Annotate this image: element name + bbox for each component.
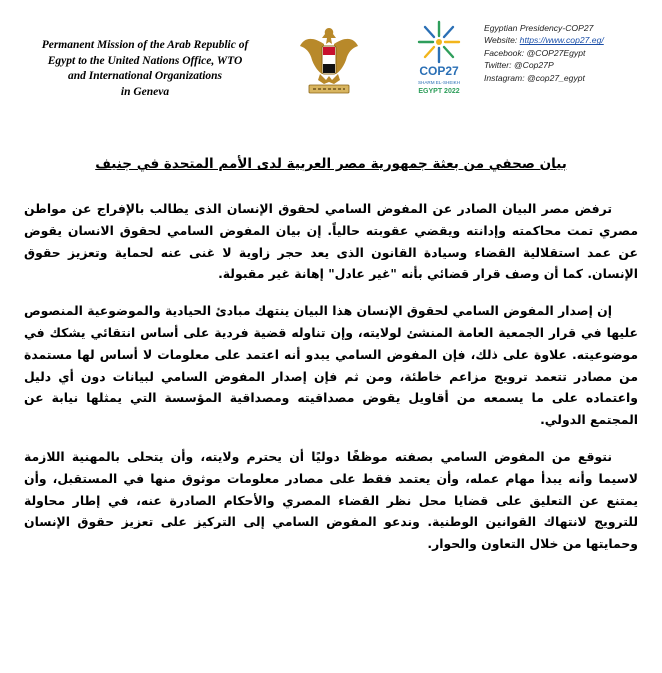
- mission-line: Permanent Mission of the Arab Republic of: [41, 39, 249, 51]
- mission-line: Egypt to the United Nations Office, WTO: [47, 54, 243, 67]
- website-row: [484, 34, 660, 46]
- mission-line: in Geneva: [120, 85, 170, 98]
- website-label: Website:: [484, 35, 518, 46]
- cop27-logo-icon: [410, 18, 468, 98]
- cop-logo-title: COP27: [419, 64, 459, 78]
- cop-logo-year: EGYPT 2022: [418, 88, 460, 95]
- contact-info: [484, 22, 660, 84]
- presidency-label: Egyptian Presidency-COP27: [484, 23, 594, 33]
- body-paragraph: ترفض مصر البيان الصادر عن المفوض السامي لحقوق الإنسان الذى يطالب بالإفراج عن مواطن مصري تمت محاكمته وإدانته ويقضي عقوبته حالياً. إن بيان المفوض السامي لحقوق الانسان يقوض عن عمد استقلالية القضاء وسيادة القانون الذى يعد حجر زاوية لا غنى عنه لحماية وتعزيز حقوق الإنسان. كما أن وصف قرار قضائي بأنه "غير عادل" إهانة غير مقبولة.: [24, 201, 638, 282]
- mission-line: and International Organizations: [67, 70, 223, 82]
- website-link[interactable]: https://www.cop27.eg/: [519, 35, 604, 46]
- cop-logo-location: SHARM EL-SHEIKH: [417, 80, 461, 85]
- egypt-eagle-emblem-icon: [298, 22, 360, 100]
- mission-name: [14, 38, 276, 100]
- press-release-title: بيان صحفي من بعثة جمهورية مصر العربية لدى الأمم المتحدة في جنيف: [95, 156, 567, 172]
- press-release-body: [24, 198, 638, 570]
- facebook-handle: Facebook: @COP27Egypt: [484, 47, 586, 58]
- body-paragraph: نتوقع من المفوض السامي بصفته موظفًا دوليًا أن يحترم ولايته، وأن يتحلى بالمهنية اللازمة لاسيما وأنه يبدأ مهام عمله، وأن يعتمد فقط على مصادر معلومات موثوق منها في المستقبل، وأن يمتنع عن التعليق على قضايا محل نظر القضاء المصري والأحكام الصادرة عنه، في إطار محاولة للترويج لانتهاك القوانين الوطنية. وندعو المفوض السامي إلى التركيز على تعزيز حقوق الإنسان وحمايتها من خلال التعاون والحوار.: [24, 448, 638, 552]
- instagram-handle: Instagram: @cop27_egypt: [484, 72, 585, 83]
- body-paragraph: إن إصدار المفوض السامي لحقوق الإنسان هذا البيان ينتهك مبادئ الحيادية والموضوعية المنصوص عليها في قرار الجمعية العامة المنشئ لولايته، وإن تناوله قضية فردية على أساس انتقائي يشكك في موضوعيته. علاوة على ذلك، فإن المفوض السامي يبدو أنه اعتمد على معلومات لا أساس لها مستمدة من مصادر تتعمد ترويج مزاعم خاطئة، ومن ثم فإن إصدار المفوض السامي لبيانات دون أي دليل واعتماده على ما يسمعه من أقاويل يقوض مصداقيته ومصداقية المؤسسة التي يمثلها نيابة عن المجتمع الدولي.: [24, 303, 638, 428]
- twitter-handle: Twitter: @Cop27P: [484, 60, 554, 71]
